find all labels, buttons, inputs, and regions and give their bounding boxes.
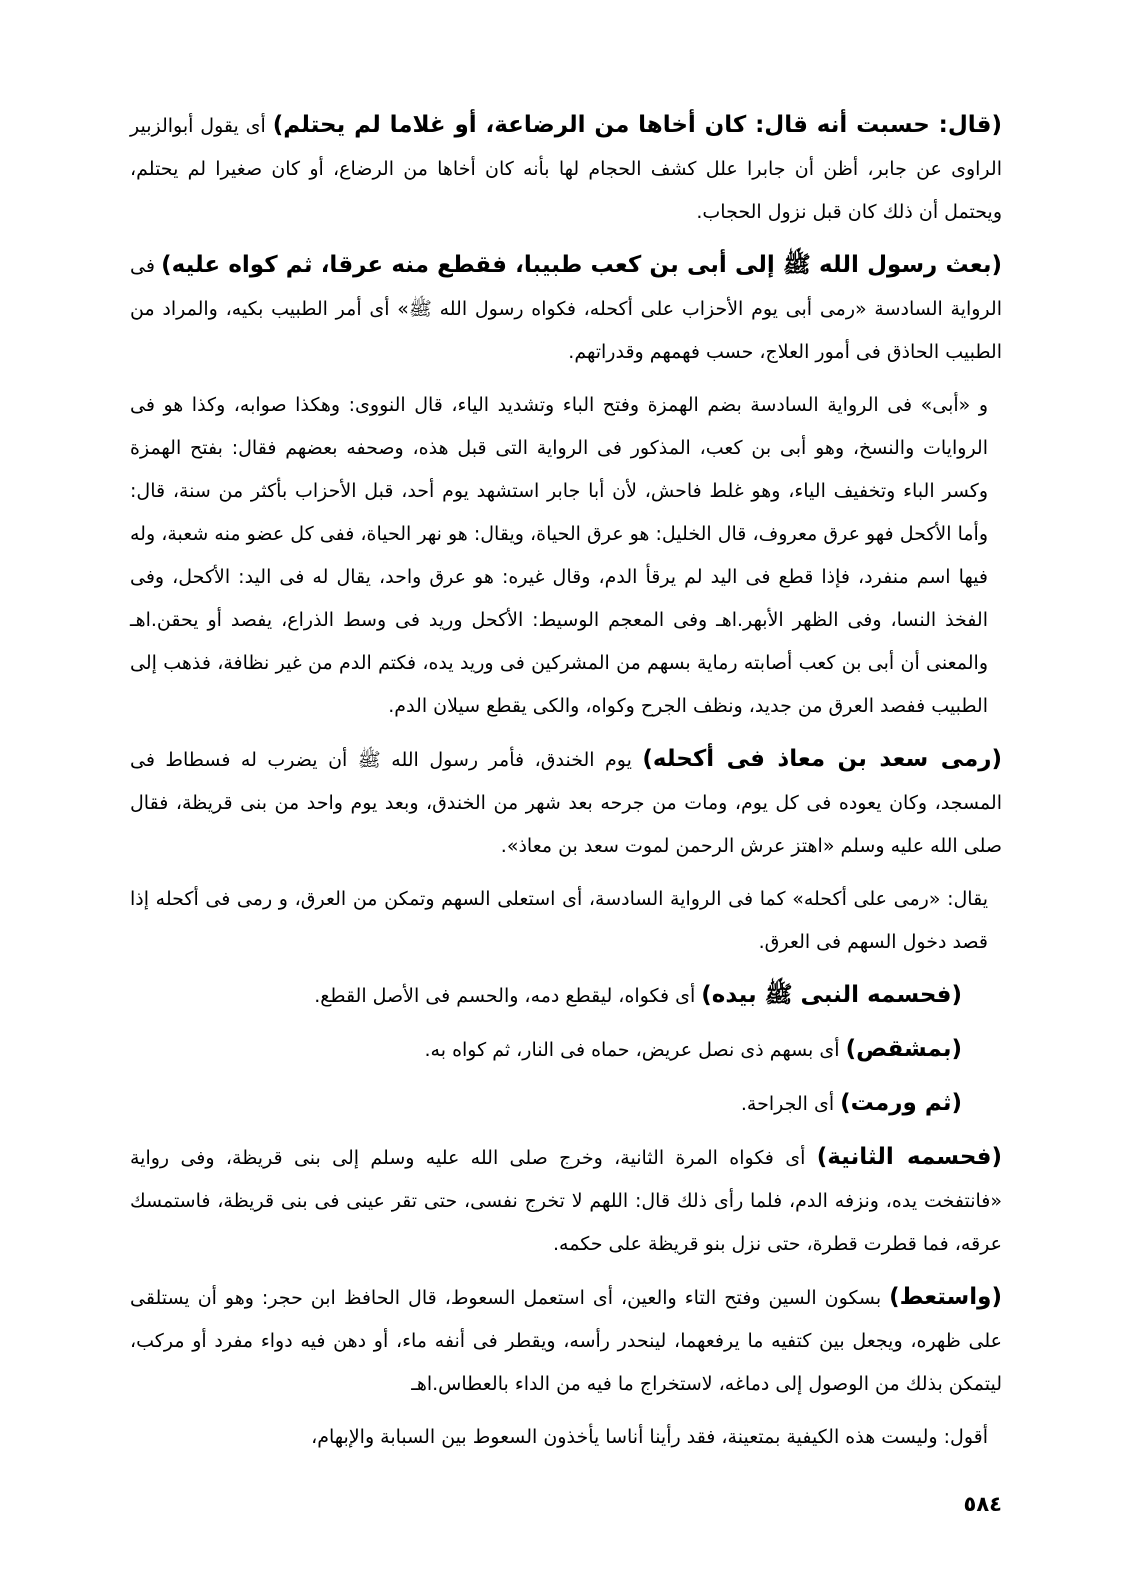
paragraph-text: أى فكواه، ليقطع دمه، والحسم فى الأصل القطع. [314, 985, 702, 1007]
paragraph-lead: (بعث رسول الله ﷺ إلى أبى بن كعب طبيبا، فقطع منه عرقا، ثم كواه عليه) [161, 252, 1002, 278]
paragraph-text: فى الرواية السادسة «رمى أبى يوم الأحزاب على أكحله، فكواه رسول الله ﷺ» أى أمر الطبيب بكيه، والمراد من الطبيب الحاذق فى أمور العلاج، حسب فهمهم وقدراتهم. [130, 255, 1002, 363]
paragraph-text: أقول: وليست هذه الكيفية بمتعينة، فقد رأينا أناسا يأخذون السعوط بين السبابة والإبهام، [311, 1426, 988, 1448]
paragraph-1 [130, 104, 1002, 234]
paragraph-text: يوم الخندق، فأمر رسول الله ﷺ أن يضرب له فسطاط فى المسجد، وكان يعوده فى كل يوم، ومات من جرحه بعد شهر من الخندق، وبعد يوم واحد من بنى قريظة، فقال صلى الله عليه وسلم «اهتز عرش الرحمن لموت سعد بن معاذ». [130, 749, 1002, 857]
paragraph-text: أى فكواه المرة الثانية، وخرج صلى الله عليه وسلم إلى بنى قريظة، وفى رواية «فانتفخت يده، ونزفه الدم، فلما رأى ذلك قال: اللهم لا تخرج نفسى، حتى تقر عينى فى بنى قريظة، فاستمسك عرقه، فما قطرت قطرة، حتى نزل بنو قريظة على حكمه. [130, 1147, 1002, 1255]
paragraph-7 [130, 1028, 1002, 1072]
document-body [130, 104, 1002, 1459]
paragraph-text: أى يقول أبوالزبير الراوى عن جابر، أظن أن جابرا علل كشف الحجام لها بأنه كان أخاها من الرضاع، أو كان صغيرا لم يحتلم، ويحتمل أن ذلك كان قبل نزول الحجاب. [130, 115, 1002, 223]
paragraph-11 [130, 1416, 1002, 1459]
paragraph-9 [130, 1136, 1002, 1266]
paragraph-3 [130, 384, 1002, 728]
paragraph-text: يقال: «رمى على أكحله» كما فى الرواية السادسة، أى استعلى السهم وتمكن من العرق، و رمى فى أكحله إذا قصد دخول السهم فى العرق. [130, 888, 988, 953]
paragraph-10 [130, 1276, 1002, 1406]
paragraph-lead: (ثم ورمت) [840, 1090, 962, 1116]
paragraph-2 [130, 244, 1002, 374]
paragraph-lead: (بمشقص) [845, 1036, 962, 1062]
paragraph-lead: (واستعط) [889, 1284, 1002, 1310]
paragraph-4 [130, 738, 1002, 868]
page-number: ٥٨٤ [963, 1492, 1002, 1516]
paragraph-text: أى بسهم ذى نصل عريض، حماه فى النار، ثم كواه به. [424, 1039, 846, 1061]
paragraph-8 [130, 1082, 1002, 1126]
paragraph-5 [130, 878, 1002, 964]
paragraph-lead: (قال: حسبت أنه قال: كان أخاها من الرضاعة، أو غلاما لم يحتلم) [272, 112, 1002, 138]
paragraph-lead: (فحسمه النبى ﷺ بيده) [701, 982, 962, 1008]
paragraph-text: و «أبى» فى الرواية السادسة بضم الهمزة وفتح الباء وتشديد الياء، قال النووى: وهكذا صوابه، وكذا هو فى الروايات والنسخ، وهو أبى بن كعب، المذكور فى الرواية التى قبل هذه، وصحفه بعضهم فقال: بفتح الهمزة وكسر الباء وتخفيف الياء، وهو غلط فاحش، لأن أبا جابر استشهد يوم أحد، قبل الأحزاب بأكثر من سنة، قال: وأما الأكحل فهو عرق معروف، قال الخليل: هو عرق الحياة، ويقال: هو نهر الحياة، ففى كل عضو منه شعبة، وله فيها اسم منفرد، فإذا قطع فى اليد لم يرقأ الدم، وقال غيره: هو عرق واحد، يقال له فى اليد: الأكحل، وفى الفخذ النسا، وفى الظهر الأبهر.اهـ وفى المعجم الوسيط: الأكحل وريد فى وسط الذراع، يفصد أو يحقن.اهـ والمعنى أن أبى بن كعب أصابته رماية بسهم من المشركين فى وريد يده، فكتم الدم من غير نظافة، فذهب إلى الطبيب ففصد العرق من جديد، ونظف الجرح وكواه، والكى يقطع سيلان الدم. [130, 394, 988, 717]
paragraph-lead: (فحسمه الثانية) [816, 1144, 1002, 1170]
paragraph-text: بسكون السين وفتح التاء والعين، أى استعمل السعوط، قال الحافظ ابن حجر: وهو أن يستلقى على ظهره، ويجعل بين كتفيه ما يرفعهما، لينحدر رأسه، ويقطر فى أنفه ماء، أو دهن فيه دواء مفرد أو مركب، ليتمكن بذلك من الوصول إلى دماغه، لاستخراج ما فيه من الداء بالعطاس.اهـ [130, 1287, 1002, 1395]
paragraph-6 [130, 974, 1002, 1018]
paragraph-text: أى الجراحة. [740, 1093, 841, 1115]
paragraph-lead: (رمى سعد بن معاذ فى أكحله) [642, 746, 1002, 772]
